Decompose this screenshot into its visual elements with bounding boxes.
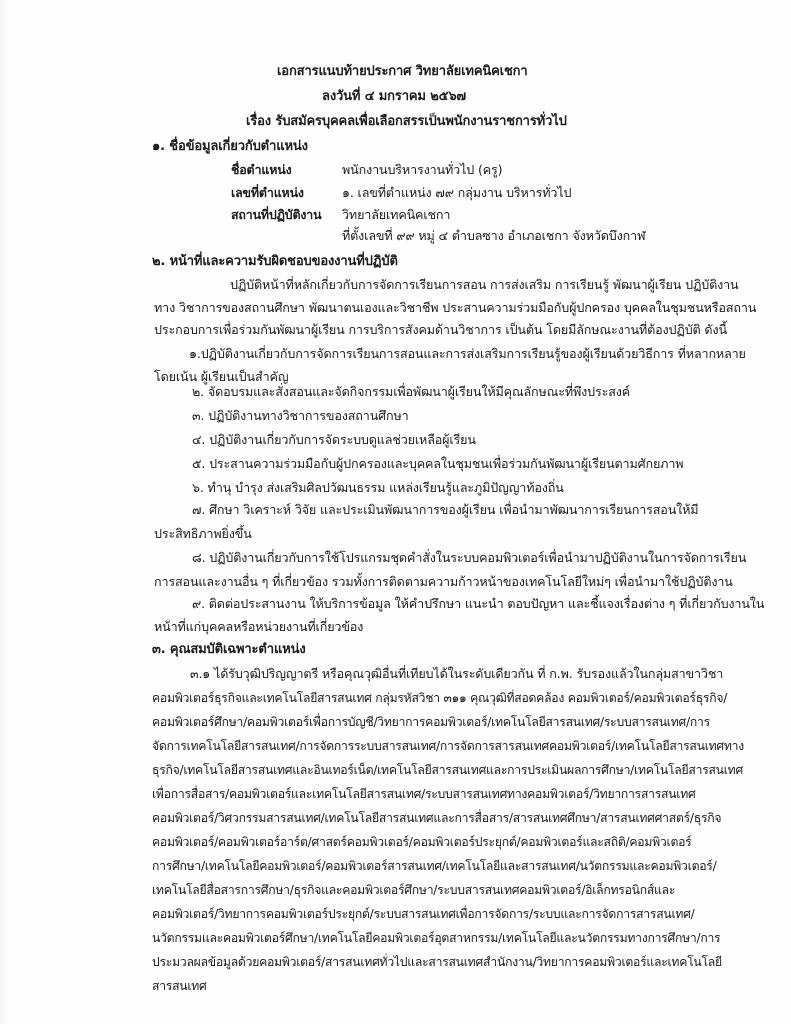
qualification-line-4: จัดการเทคโนโลยีสารสนเทศ/การจัดการระบบสารสนเทศ/การจัดการสารสนเทศคอมพิวเตอร์/เทคโนโลยีสารสนเทศทาง bbox=[152, 739, 744, 753]
duty-item-6: ๖. ทำนุ บำรุง ส่งเสริมศิลปวัฒนธรรม แหล่งเรียนรู้และภูมิปัญญาท้องถิ่น bbox=[192, 480, 564, 495]
header-line-1: เอกสารแนบท้ายประกาศ วิทยาลัยเทคนิคเชกา bbox=[277, 64, 528, 79]
qualification-line-8: คอมพิวเตอร์/คอมพิวเตอร์อาร์ต/ศาสตร์คอมพิวเตอร์/คอมพิวเตอร์ประยุกต์/คอมพิวเตอร์และสถิติ/คอมพิวเตอร์ bbox=[152, 835, 692, 849]
position-name-value: พนักงานบริหารงานทั่วไป (ครู) bbox=[342, 162, 503, 177]
section2-title: ๒. หน้าที่และความรับผิดชอบของงานที่ปฏิบัติ bbox=[152, 254, 398, 269]
duty-item-7: ๗. ศึกษา วิเคราะห์ วิจัย และประเมินพัฒนาการของผู้เรียน เพื่อนำมาพัฒนาการเรียนการสอนให้มี bbox=[192, 502, 699, 517]
workplace-value: วิทยาลัยเทคนิคเชกา bbox=[342, 207, 451, 222]
duty-item-8-cont: การสอนและงานอื่น ๆ ที่เกี่ยวข้อง รวมทั้งการติดตามความก้าวหน้าของเทคโนโลยีใหม่ๆ เพื่อนำมาใช้ปฏิบัติงาน bbox=[154, 574, 733, 589]
header-line-2: ลงวันที่ ๔ มกราคม ๒๕๖๗ bbox=[322, 89, 467, 104]
scan-edge-shadow bbox=[0, 0, 10, 1024]
position-name-label: ชื่อตำแหน่ง bbox=[231, 162, 292, 177]
qualification-line-2: คอมพิวเตอร์ธุรกิจและเทคโนโลยีสารสนเทศ กลุ่มรหัสวิชา ๓๑๑ คุณวุฒิที่สอดคล้อง คอมพิวเตอร์/คอมพิวเตอร์ธุรกิจ/ bbox=[152, 691, 728, 705]
position-number-value: ๑. เลขที่ตำแหน่ง ๗๙ กลุ่มงาน บริหารทั่วไป bbox=[342, 185, 572, 200]
duty-item-1: ๑.ปฏิบัติงานเกี่ยวกับการจัดการเรียนการสอนและการส่งเสริมการเรียนรู้ของผู้เรียนด้วยวิธีการ ที่หลากหลาย bbox=[189, 346, 746, 361]
workplace-label: สถานที่ปฏิบัติงาน bbox=[231, 207, 322, 222]
qualification-line-6: เพื่อการสื่อสาร/คอมพิวเตอร์และเทคโนโลยีสารสนเทศ/ระบบสารสนเทศทางคอมพิวเตอร์/วิทยาการสารสนเทศ bbox=[152, 787, 696, 801]
position-number-label: เลขที่ตำแหน่ง bbox=[231, 185, 304, 200]
qualification-line-1: ๓.๑ ได้รับวุฒิปริญญาตรี หรือคุณวุฒิอื่นที่เทียบได้ในระดับเดียวกัน ที่ ก.พ. รับรองแล้วในกลุ่มสาขาวิชา bbox=[190, 666, 724, 681]
qualification-line-14: สารสนเทศ bbox=[152, 979, 207, 993]
qualification-line-10: เทคโนโลยีสื่อสารการศึกษา/ธุรกิจและคอมพิวเตอร์ศึกษา/ระบบสารสนเทศคอมพิวเตอร์/อิเล็กทรอนิกส์และ bbox=[152, 883, 676, 897]
workplace-address: ที่ตั้งเลขที่ ๙๙ หมู่ ๔ ตำบลซาง อำเภอเชกา จังหวัดบึงกาฬ bbox=[342, 228, 646, 243]
section2-intro-line-2: ทาง วิชาการของสถานศึกษา พัฒนาตนเองและวิชาชีพ ประสานความร่วมมือกับผู้ปกครอง บุคคลในชุมชนหรือสถาน bbox=[154, 300, 757, 315]
qualification-line-13: ประมวลผลข้อมูลด้วยคอมพิวเตอร์/สารสนเทศทั่วไปและสารสนเทศสำนักงาน/วิทยาการคอมพิวเตอร์และเทคโนโลยี bbox=[152, 955, 722, 969]
duty-item-5: ๕. ประสานความร่วมมือกับผู้ปกครองและบุคคลในชุมชนเพื่อร่วมกันพัฒนาผู้เรียนตามศักยภาพ bbox=[192, 456, 684, 471]
section3-title: ๓. คุณสมบัติเฉพาะตำแหน่ง bbox=[152, 642, 306, 657]
section2-intro-line-3: ประกอบการเพื่อร่วมกันพัฒนาผู้เรียน การบริการสังคมด้านวิชาการ เป็นต้น โดยมีลักษณะงานที่ต้องปฏิบัติ ดังนี้ bbox=[154, 322, 727, 337]
duty-item-8: ๘. ปฏิบัติงานเกี่ยวกับการใช้โปรแกรมชุดคำสั่งในระบบคอมพิวเตอร์เพื่อนำมาปฏิบัติงานในการจัดการเรียน bbox=[192, 550, 747, 565]
duty-item-9-cont: หน้าที่แก่บุคคลหรือหน่วยงานที่เกี่ยวข้อง bbox=[154, 619, 364, 634]
qualification-line-11: คอมพิวเตอร์/วิทยาการคอมพิวเตอร์ประยุกต์/ระบบสารสนเทศเพื่อการจัดการ/ระบบและการจัดการสารสนเทศ/ bbox=[152, 907, 695, 921]
qualification-line-12: นวัตกรรมและคอมพิวเตอร์ศึกษา/เทคโนโลยีคอมพิวเตอร์อุตสาหกรรม/เทคโนโลยีและนวัตกรรมทางการศึกษา/การ bbox=[152, 931, 721, 945]
qualification-line-3: คอมพิวเตอร์ศึกษา/คอมพิวเตอร์เพื่อการบัญชี/วิทยาการคอมพิวเตอร์/เทคโนโลยีสารสนเทศ/ระบบสารสนเทศ/การ bbox=[152, 715, 710, 729]
duty-item-4: ๔. ปฏิบัติงานเกี่ยวกับการจัดระบบดูแลช่วยเหลือผู้เรียน bbox=[192, 432, 476, 447]
duty-item-7-cont: ประสิทธิภาพยิ่งขึ้น bbox=[154, 526, 252, 541]
header-line-3: เรื่อง รับสมัครบุคคลเพื่อเลือกสรรเป็นพนักงานราชการทั่วไป bbox=[246, 114, 567, 129]
qualification-line-9: การศึกษา/เทคโนโลยีคอมพิวเตอร์/คอมพิวเตอร์สารสนเทศ/เทคโนโลยีและสารสนเทศ/นวัตกรรมและคอมพิวเตอร์/ bbox=[152, 859, 717, 873]
section1-title: ๑. ชื่อข้อมูลเกี่ยวกับตำแหน่ง bbox=[152, 139, 308, 154]
duty-item-1-cont: โดยเน้น ผู้เรียนเป็นสำคัญ bbox=[154, 369, 289, 384]
section2-intro-line-1: ปฏิบัติหน้าที่หลักเกี่ยวกับการจัดการเรียนการสอน การส่งเสริม การเรียนรู้ พัฒนาผู้เรียน ปฏิบัติงาน bbox=[230, 277, 739, 292]
duty-item-3: ๓. ปฏิบัติงานทางวิชาการของสถานศึกษา bbox=[192, 408, 409, 423]
duty-item-9: ๙. ติดต่อประสานงาน ให้บริการข้อมูล ให้คำปรึกษา แนะนำ ตอบปัญหา และชี้แจงเรื่องต่าง ๆ ที่เกี่ยวกับงานใน bbox=[192, 596, 765, 611]
duty-item-2: ๒. จัดอบรมและสั่งสอนและจัดกิจกรรมเพื่อพัฒนาผู้เรียนให้มีคุณลักษณะที่พึงประสงค์ bbox=[192, 384, 631, 399]
qualification-line-5: ธุรกิจ/เทคโนโลยีสารสนเทศและอินเทอร์เน็ต/เทคโนโลยีสารสนเทศและการประเมินผลการศึกษา/เทคโนโลยีสารสนเทศ bbox=[152, 763, 743, 777]
qualification-line-7: คอมพิวเตอร์/วิศวกรรมสารสนเทศ/เทคโนโลยีสารสนเทศและการสื่อสาร/สารสนเทศศึกษา/สารสนเทศศาสตร์/ธุรกิจ bbox=[152, 811, 722, 825]
